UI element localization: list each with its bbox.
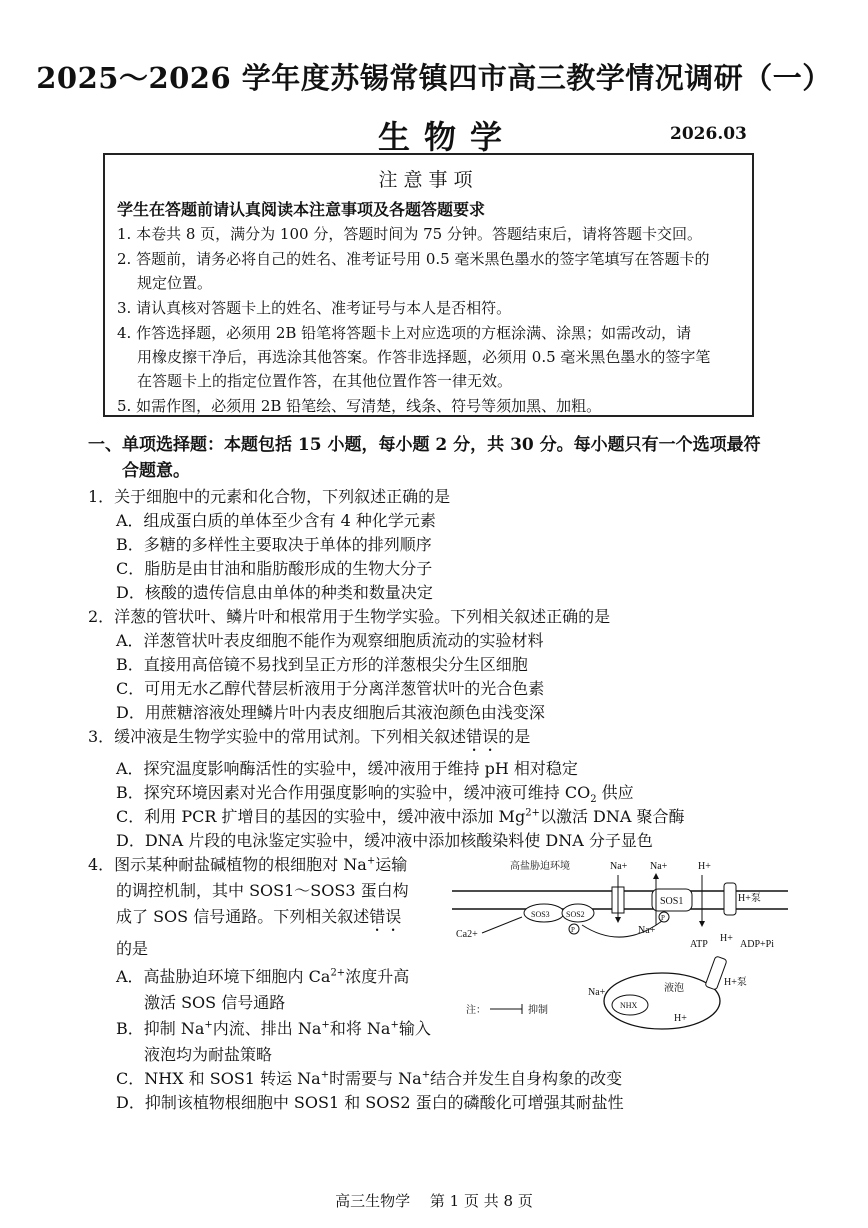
notice-box (103, 153, 754, 417)
h-pump-membrane (724, 883, 736, 915)
q2-option-a: A．洋葱管状叶表皮细胞不能作为观察细胞质流动的实验材料 (116, 631, 544, 650)
arrowhead (615, 917, 621, 923)
q4-option-c: C．NHX 和 SOS1 转运 Na+时需要与 Na+结合并发生自身构象的改变 (116, 1069, 623, 1088)
sos2-label: SOS2 (566, 910, 585, 919)
q3-option-c: C．利用 PCR 扩增目的基因的实验中，缓冲液中添加 $Mg^{2+}$以激活 DNA 聚合酶 (116, 807, 685, 826)
svg-text:P: P (571, 926, 575, 934)
q2-option-d: D．用蔗糖溶液处理鳞片叶内表皮细胞后其液泡颜色由浅变深 (116, 703, 545, 722)
notice-item-4-cont1: 用橡皮擦干净后，再选涂其他答案。作答非选择题，必须用 0.5 毫米黑色墨水的签字笔 (137, 348, 711, 366)
h-pump-vac-label: H+泵 (724, 977, 747, 988)
emphasis-mark: 错误 (466, 727, 499, 746)
q2-stem: 2．洋葱的管状叶、鳞片叶和根常用于生物学实验。下列相关叙述正确的是 (88, 607, 611, 626)
notice-item-2: 2. 答题前，请务必将自己的姓名、准考证号用 0.5 毫米黑色墨水的签字笔填写在答题卡的 (117, 250, 710, 268)
notice-lead: 学生在答题前请认真阅读本注意事项及各题答题要求 (117, 200, 486, 219)
h-vac-label: H+ (674, 1013, 687, 1024)
ca-arrow (482, 917, 522, 933)
notice-item-5: 5. 如需作图，必须用 2B 铅笔绘、写清楚，线条、符号等须加黑、加粗。 (117, 397, 602, 415)
q1-option-d: D．核酸的遗传信息由单体的种类和数量决定 (116, 583, 433, 602)
notice-item-1: 1. 本卷共 8 页，满分为 100 分，答题时间为 75 分钟。答题结束后，请将答题卡交回。 (117, 225, 702, 243)
sos3-label: SOS3 (531, 910, 550, 919)
q4-option-a: A．高盐胁迫环境下细胞内 $Ca^{2+}$浓度升高 (116, 967, 410, 986)
notice-item-3: 3. 请认真核对答题卡上的姓名、准考证号与本人是否相符。 (117, 299, 512, 317)
arrowhead (699, 921, 705, 927)
q1-option-c: C．脂肪是由甘油和脂肪酸形成的生物大分子 (116, 559, 433, 578)
page-footer: 高三生物学 第 1 页 共 8 页 (335, 1192, 533, 1210)
vacuole-label: 液泡 (664, 983, 684, 994)
q1-stem: 1．关于细胞中的元素和化合物，下列叙述正确的是 (88, 487, 451, 506)
arrowhead (653, 873, 659, 879)
q4-option-a-cont: 激活 SOS 信号通路 (144, 993, 286, 1012)
q4-option-d: D．抑制该植物根细胞中 SOS1 和 SOS2 蛋白的磷酸化可增强其耐盐性 (116, 1093, 624, 1112)
exam-date: 2026.03 (670, 124, 747, 144)
q3-option-d: D．DNA 片段的电泳鉴定实验中，缓冲液中添加核酸染料使 DNA 分子显色 (116, 831, 653, 850)
subject-title: 生物学 (378, 118, 517, 156)
q2-option-c: C．可用无水乙醇代替层析液用于分离洋葱管状叶的光合色素 (116, 679, 545, 698)
env-label: 高盐胁迫环境 (510, 861, 570, 872)
na-label-top: Na+ (610, 861, 628, 872)
notice-title: 注意事项 (378, 169, 479, 191)
q4-stem-line2: 的调控机制，其中 SOS1～SOS3 蛋白构 (116, 881, 409, 900)
q4-stem-line3: 成了 SOS 信号通路。下列相关叙述错误 (116, 907, 402, 926)
h-label-top: H+ (698, 861, 711, 872)
h-inner-label: H+ (720, 933, 733, 944)
q1-option-a: A．组成蛋白质的单体至少含有 4 种化学元素 (116, 511, 436, 530)
nhx-label: NHX (620, 1001, 638, 1010)
notice-item-4-cont2: 在答题卡上的指定位置作答，在其他位置作答一律无效。 (137, 372, 513, 390)
notice-item-4: 4. 作答选择题，必须用 2B 铅笔将答题卡上对应选项的方框涂满、涂黑；如需改动，请 (117, 324, 692, 342)
svg-text:P: P (661, 914, 665, 922)
section-heading-cont: 合题意。 (122, 461, 190, 481)
sos1-label: SOS1 (660, 896, 684, 907)
sos-pathway-diagram (452, 855, 792, 1035)
section-heading: 一、单项选择题：本题包括 15 小题，每小题 2 分，共 30 分。每小题只有一个选项最符 (88, 435, 761, 455)
q3-option-b: B．探究环境因素对光合作用强度影响的实验中，缓冲液可维持 $CO_2$ 供应 (116, 783, 634, 806)
h-pump-label: H+泵 (738, 893, 761, 904)
q3-option-a: A．探究温度影响酶活性的实验中，缓冲液用于维持 pH 相对稳定 (116, 759, 578, 778)
notice-item-2-cont: 规定位置。 (137, 274, 213, 292)
exam-title: 2025～2026 学年度苏锡常镇四市高三教学情况调研（一） (36, 61, 832, 95)
ca-label: Ca2+ (456, 929, 478, 940)
inhibit-label: 抑制 (528, 1005, 548, 1016)
q3-stem: 3．缓冲液是生物学实验中的常用试剂。下列相关叙述错误的是 (88, 727, 531, 746)
q4-stem-line4: 的是 (116, 939, 149, 958)
atp-label: ATP (690, 939, 708, 950)
na-inner-label: Na+ (638, 925, 656, 936)
q2-option-b: B．直接用高倍镜不易找到呈正方形的洋葱根尖分生区细胞 (116, 655, 528, 674)
na-vac-label: Na+ (588, 987, 606, 998)
q4-option-b-cont: 液泡均为耐盐策略 (144, 1045, 273, 1064)
na-out-label: Na+ (650, 861, 668, 872)
q4-option-b: B．抑制 Na+内流、排出 Na+和将 Na+输入 (116, 1019, 431, 1038)
adp-label: ADP+Pi (740, 939, 774, 950)
q1-option-b: B．多糖的多样性主要取决于单体的排列顺序 (116, 535, 432, 554)
q4-stem-line1: 4．图示某种耐盐碱植物的根细胞对 Na+运输 (88, 855, 408, 874)
emphasis-mark: 错误 (369, 907, 402, 926)
note-label: 注： (466, 1005, 486, 1016)
